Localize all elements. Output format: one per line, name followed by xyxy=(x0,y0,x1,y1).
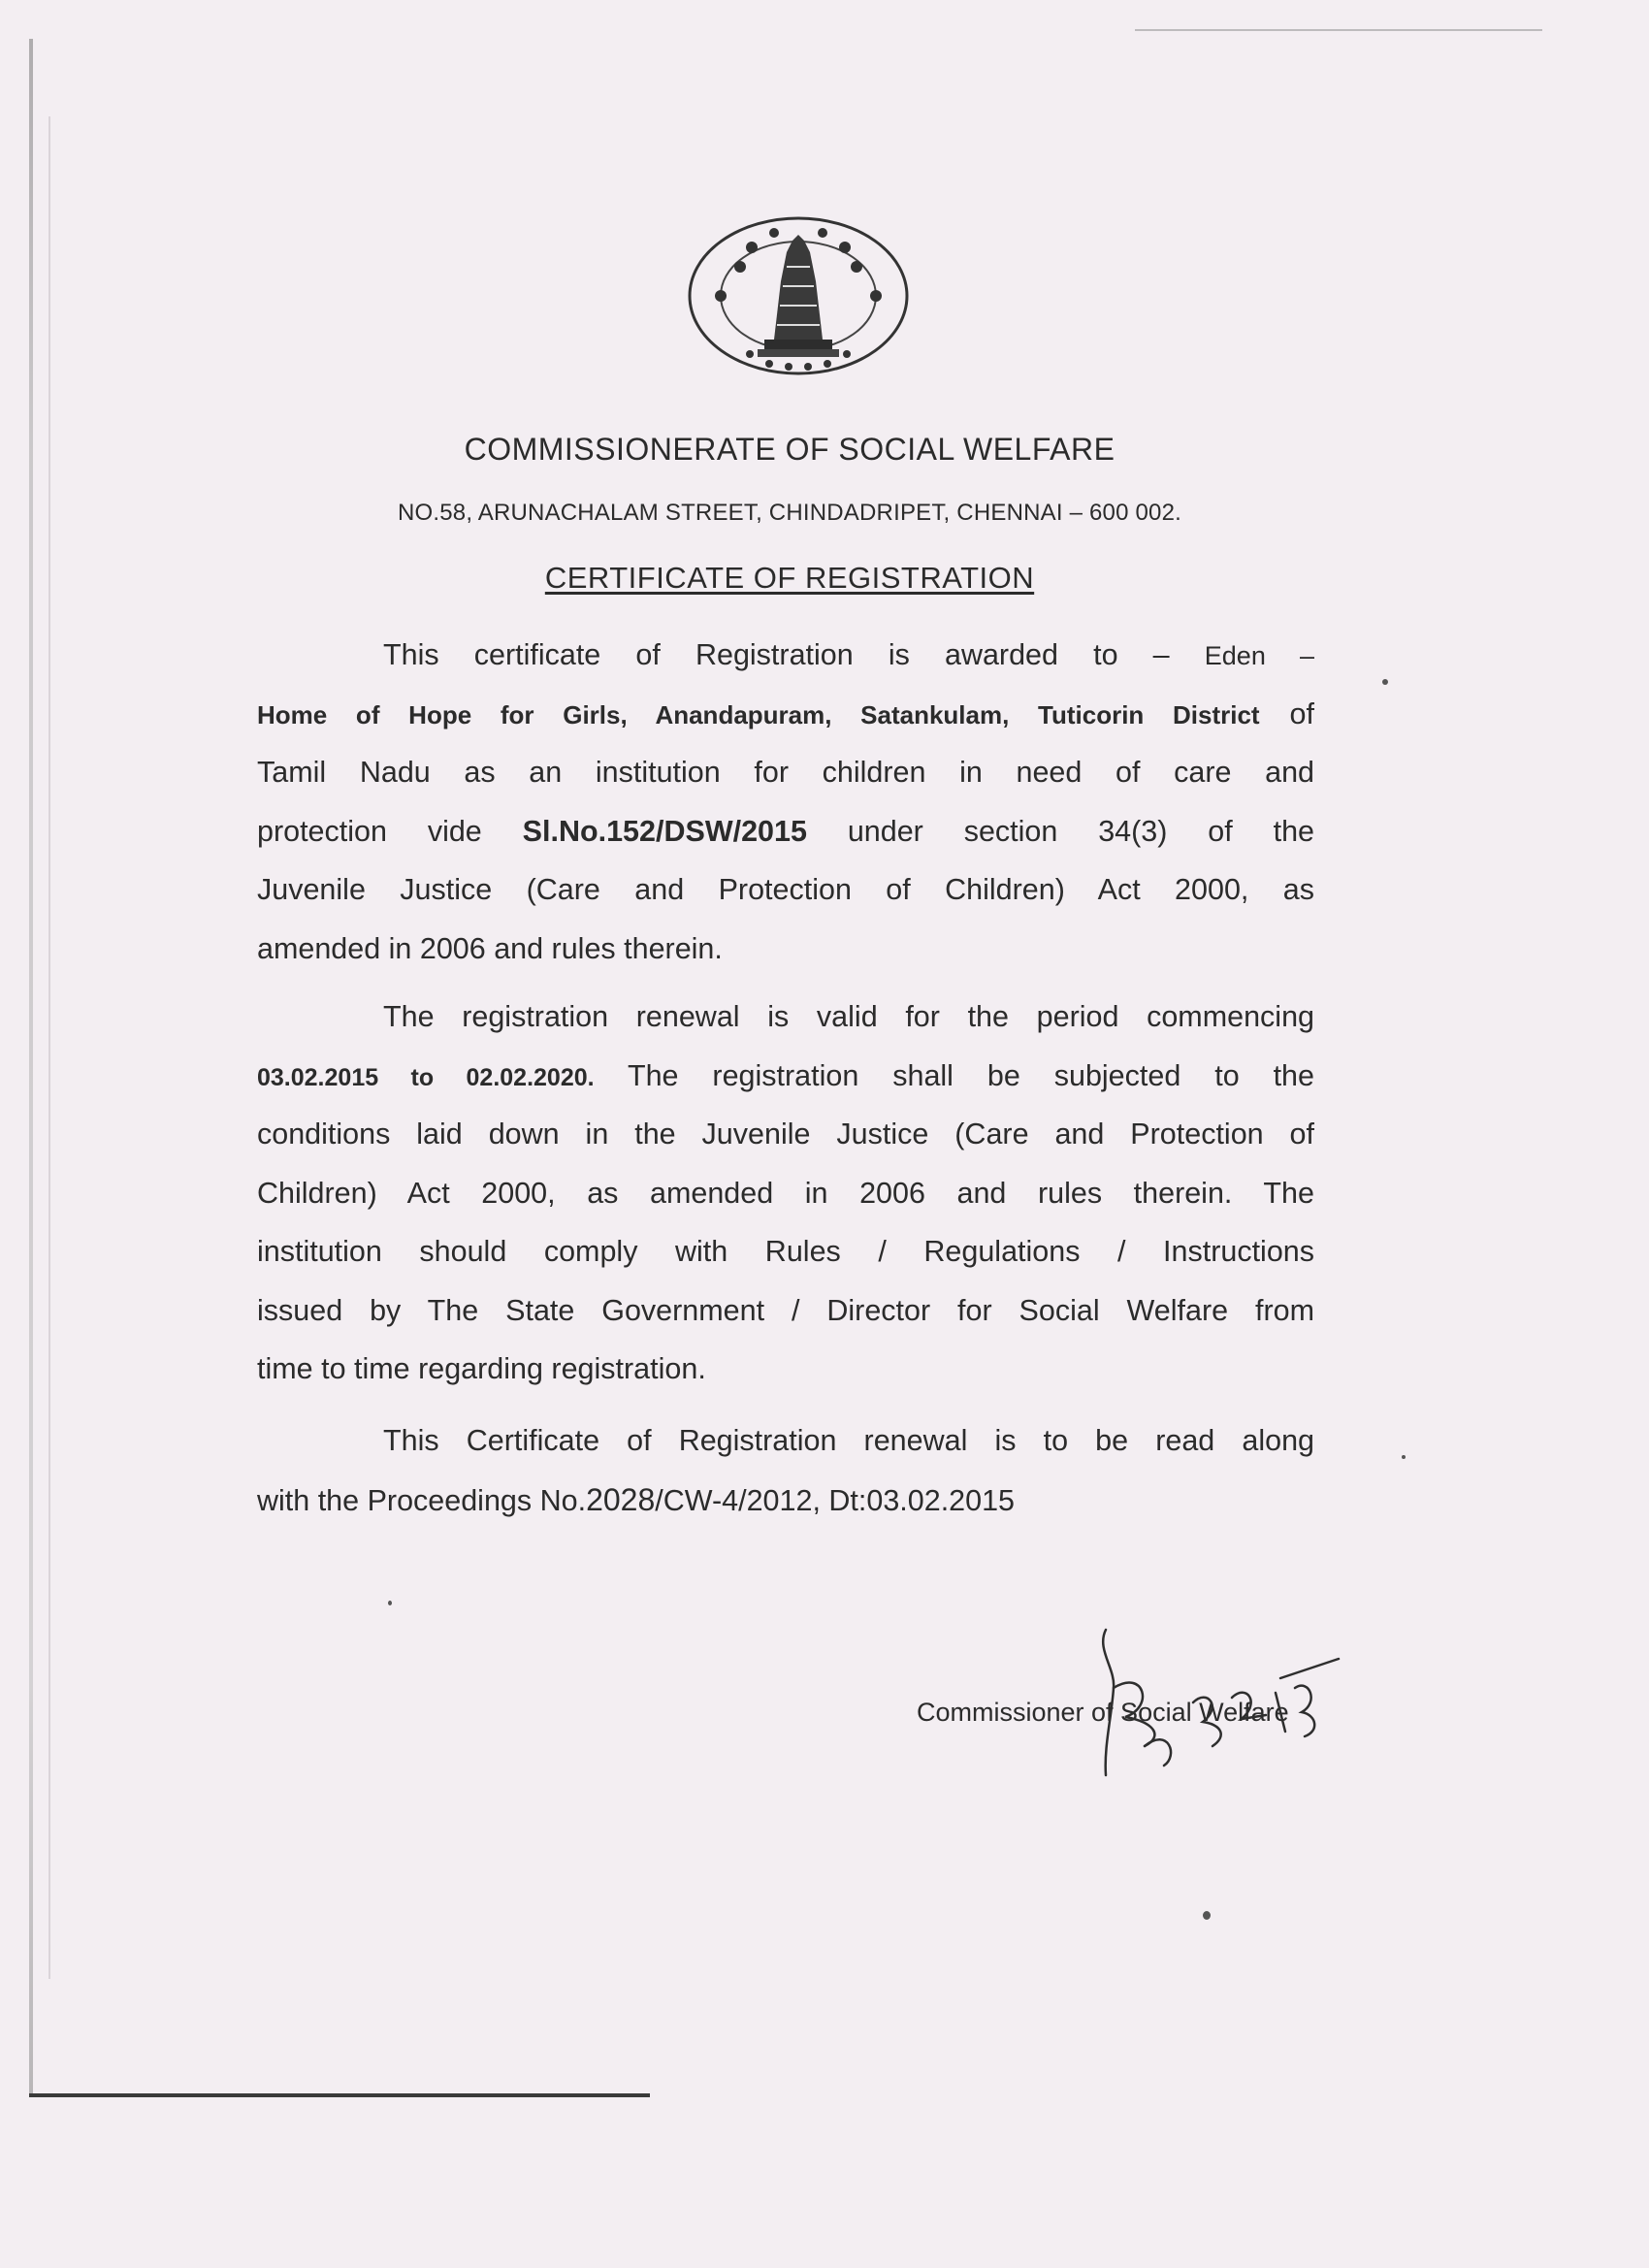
paragraph-text: under section 34(3) of the xyxy=(847,814,1315,848)
tamil-nadu-emblem-icon xyxy=(682,213,915,378)
paragraph-text: of xyxy=(1289,697,1314,730)
award-paragraph xyxy=(257,626,1314,978)
proceedings-paragraph xyxy=(257,1411,1314,1529)
organization-heading: COMMISSIONERATE OF SOCIAL WELFARE xyxy=(464,432,1116,467)
institution-name-start: Eden – xyxy=(1204,641,1315,670)
paragraph-line: conditions laid down in the Juvenile Justice (Care and Protection of xyxy=(257,1118,1314,1150)
certificate-title: CERTIFICATE OF REGISTRATION xyxy=(544,561,1035,595)
paragraph-line: issued by The State Government / Director for Social Welfare from xyxy=(257,1293,1314,1327)
paragraph-line: institution should comply with Rules / Regulations / Instructions xyxy=(257,1235,1314,1268)
paragraph-line: Juvenile Justice (Care and Protection of Children) Act 2000, as xyxy=(257,873,1314,906)
scan-edge-top xyxy=(1135,29,1542,31)
proceedings-reference: /CW-4/2012, Dt:03.02.2015 xyxy=(655,1483,1016,1517)
paragraph-line xyxy=(257,626,1314,685)
scan-edge-left xyxy=(29,39,33,2095)
paragraph-line: time to time regarding registration. xyxy=(257,1352,706,1385)
handwritten-signature xyxy=(1086,1610,1358,1795)
signatory-designation: Commissioner of Social Welfare xyxy=(917,1698,1289,1727)
award-intro-text: This certificate of Registration is awarded to – xyxy=(383,638,1170,671)
paragraph-line xyxy=(257,802,1314,861)
scan-speck xyxy=(1402,1455,1406,1459)
paragraph-line: amended in 2006 and rules therein. xyxy=(257,931,723,965)
paragraph-text: The registration shall be subjected to the xyxy=(627,1058,1314,1092)
paragraph-line: Tamil Nadu as an institution for children in need of care and xyxy=(257,756,1314,789)
institution-name: Home of Hope for Girls, Anandapuram, Satankulam, Tuticorin District xyxy=(257,699,1260,729)
organization-address: NO.58, ARUNACHALAM STREET, CHINDADRIPET, CHENNAI – 600 002. xyxy=(397,500,1182,526)
scan-speck xyxy=(388,1601,392,1605)
registration-number: Sl.No.152/DSW/2015 xyxy=(522,814,807,848)
paragraph-text: protection vide xyxy=(257,814,482,848)
paragraph-text: with the Proceedings No. xyxy=(257,1483,587,1517)
scan-edge-bottom xyxy=(29,2093,650,2097)
validity-paragraph xyxy=(257,988,1314,1399)
validity-period: 03.02.2015 to 02.02.2020. xyxy=(257,1063,595,1091)
paragraph-line: Children) Act 2000, as amended in 2006 and rules therein. The xyxy=(257,1176,1314,1210)
paragraph-line: This Certificate of Registration renewal is to be read along xyxy=(383,1424,1314,1457)
paragraph-line xyxy=(257,1471,1314,1530)
proceedings-number: 2028 xyxy=(586,1481,656,1517)
scan-speck xyxy=(1382,679,1388,685)
scan-speck xyxy=(1203,1911,1211,1920)
scan-edge-left-inner xyxy=(48,116,50,1979)
paragraph-line xyxy=(257,1047,1314,1106)
paragraph-line: The registration renewal is valid for the period commencing xyxy=(383,1000,1314,1033)
paragraph-line xyxy=(257,685,1314,744)
